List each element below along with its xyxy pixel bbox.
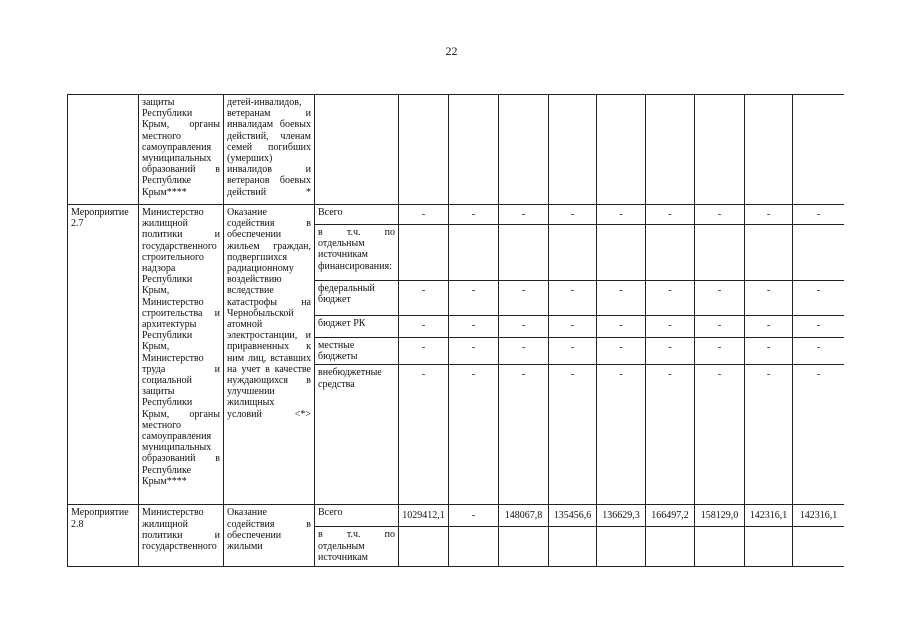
value-cell: - (646, 205, 695, 225)
value-cell: - (745, 205, 793, 225)
value-cell: - (745, 365, 793, 505)
measure-cell: Мероприятие 2.8 (68, 505, 139, 567)
value-cell (399, 225, 449, 281)
value-cell: - (449, 365, 499, 505)
value-cell: - (499, 281, 549, 316)
value-cell (695, 95, 745, 205)
source-label-cell: Всего (315, 505, 399, 527)
value-cell (499, 225, 549, 281)
value-cell (597, 527, 646, 567)
table-row (68, 95, 845, 205)
value-cell: - (745, 316, 793, 338)
value-cell: - (793, 281, 845, 316)
value-cell (745, 527, 793, 567)
value-cell: 1029412,1 (399, 505, 449, 527)
value-cell: - (499, 316, 549, 338)
value-cell (449, 95, 499, 205)
value-cell (646, 225, 695, 281)
value-cell (745, 95, 793, 205)
value-cell (549, 95, 597, 205)
value-cell: - (449, 505, 499, 527)
source-label-cell: федеральный бюджет (315, 281, 399, 316)
value-cell: - (499, 205, 549, 225)
value-cell: - (399, 205, 449, 225)
source-label-cell: Всего (315, 205, 399, 225)
value-cell (449, 225, 499, 281)
value-cell: - (695, 281, 745, 316)
value-cell (793, 95, 845, 205)
value-cell (597, 95, 646, 205)
value-cell: - (549, 281, 597, 316)
value-cell: - (449, 338, 499, 365)
description-cell: Оказание содействия в обеспечении жильем граждан, подвергшихся радиационному воздействию вследствие катастрофы на Чернобыльской атомной электростанции, и приравненных к ним лиц, вставших на учет в качестве нуждающихся в улучшении жилищных условий <*> (224, 205, 315, 505)
value-cell (745, 225, 793, 281)
value-cell: - (449, 281, 499, 316)
measure-cell: Мероприятие 2.7 (68, 205, 139, 505)
value-cell: - (549, 338, 597, 365)
value-cell: - (399, 316, 449, 338)
value-cell: 166497,2 (646, 505, 695, 527)
value-cell: - (549, 365, 597, 505)
source-label-cell: местные бюджеты (315, 338, 399, 365)
value-cell: - (745, 281, 793, 316)
value-cell: - (793, 338, 845, 365)
value-cell (793, 225, 845, 281)
value-cell: - (745, 338, 793, 365)
source-label-cell: в т.ч. по отдельным источникам (315, 527, 399, 567)
value-cell: - (695, 316, 745, 338)
value-cell (646, 95, 695, 205)
value-cell: - (597, 316, 646, 338)
value-cell: 148067,8 (499, 505, 549, 527)
source-label-cell: в т.ч. по отдельным источникам финансирования: (315, 225, 399, 281)
value-cell (499, 95, 549, 205)
value-cell (399, 527, 449, 567)
value-cell: 142316,1 (793, 505, 845, 527)
executor-cell: Министерство жилищной политики и государственного (139, 505, 224, 567)
value-cell: - (399, 365, 449, 505)
value-cell: - (549, 316, 597, 338)
value-cell: - (597, 338, 646, 365)
measure-cell (68, 95, 139, 205)
value-cell: - (449, 205, 499, 225)
page-number: 22 (445, 44, 458, 58)
value-cell: - (793, 365, 845, 505)
value-cell: - (646, 338, 695, 365)
value-cell: - (646, 316, 695, 338)
value-cell: - (597, 205, 646, 225)
value-cell (597, 225, 646, 281)
value-cell (646, 527, 695, 567)
value-cell: - (597, 365, 646, 505)
value-cell (549, 527, 597, 567)
program-table-wrapper (67, 94, 844, 574)
value-cell (499, 527, 549, 567)
value-cell: - (499, 365, 549, 505)
program-table (67, 94, 844, 567)
value-cell: - (449, 316, 499, 338)
value-cell: 136629,3 (597, 505, 646, 527)
source-label-cell: бюджет РК (315, 316, 399, 338)
description-cell: детей-инвалидов, ветеранам и инвалидам боевых действий, членам семей погибших (умерших) инвалидов и ветеранов боевых действий * (224, 95, 315, 205)
value-cell (449, 527, 499, 567)
value-cell: 142316,1 (745, 505, 793, 527)
table-row (68, 505, 845, 527)
value-cell: - (695, 205, 745, 225)
value-cell: - (695, 365, 745, 505)
value-cell: - (646, 365, 695, 505)
source-label-cell: внебюджетные средства (315, 365, 399, 505)
executor-cell: защиты Республики Крым, органы местного самоуправления муниципальных образований в Республике Крым**** (139, 95, 224, 205)
value-cell: 158129,0 (695, 505, 745, 527)
value-cell: - (549, 205, 597, 225)
value-cell: 135456,6 (549, 505, 597, 527)
value-cell (695, 527, 745, 567)
description-cell: Оказание содействия в обеспечении жилыми (224, 505, 315, 567)
value-cell: - (793, 205, 845, 225)
value-cell (399, 95, 449, 205)
value-cell: - (597, 281, 646, 316)
value-cell (549, 225, 597, 281)
value-cell: - (399, 281, 449, 316)
source-label-cell (315, 95, 399, 205)
value-cell: - (793, 316, 845, 338)
table-row (68, 205, 845, 225)
value-cell (695, 225, 745, 281)
value-cell: - (646, 281, 695, 316)
executor-cell: Министерство жилищной политики и государственного строительного надзора Республики Крым, Министерство строительства и архитектуры Республики Крым, Министерство труда и социальной защиты Республики Крым, органы местного самоуправления муниципальных образований в Республике Крым**** (139, 205, 224, 505)
value-cell: - (499, 338, 549, 365)
value-cell (793, 527, 845, 567)
value-cell: - (695, 338, 745, 365)
value-cell: - (399, 338, 449, 365)
